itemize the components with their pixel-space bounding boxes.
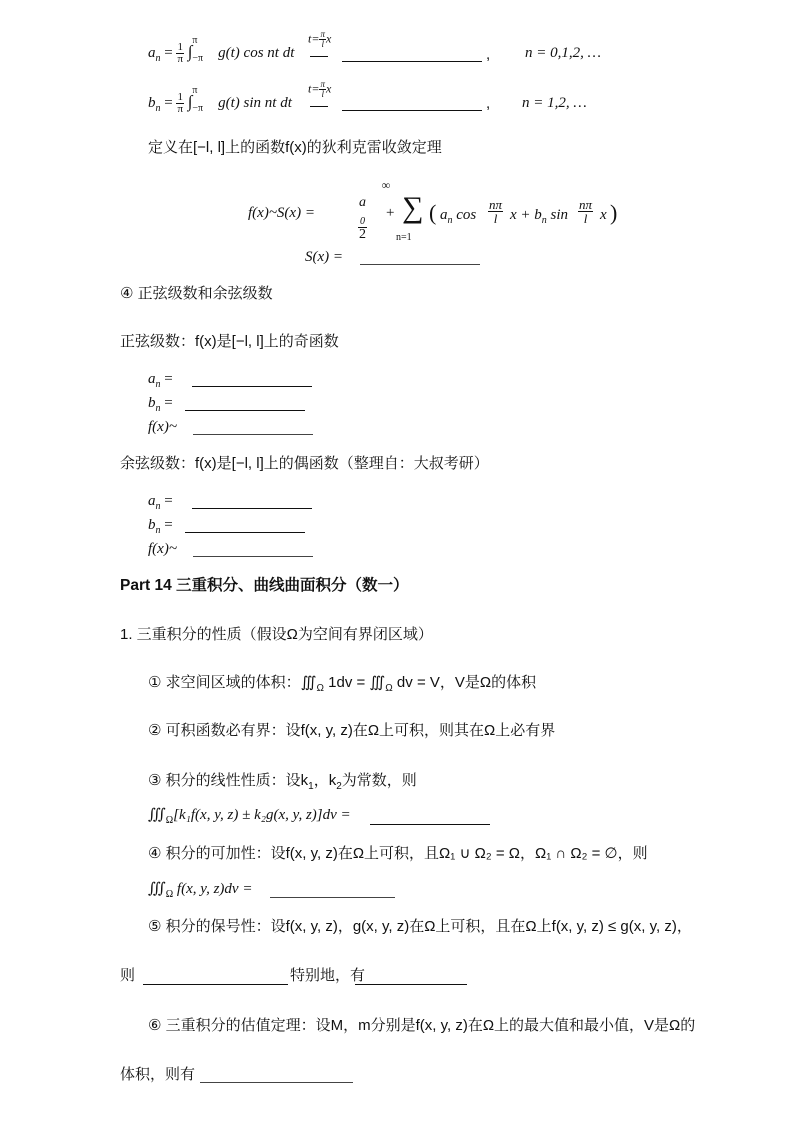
- cosine-an-blank[interactable]: [192, 508, 312, 509]
- s-answer-blank[interactable]: [360, 264, 480, 265]
- an-range: n = 0,1,2, …: [525, 45, 601, 61]
- an-answer-blank[interactable]: [342, 61, 482, 62]
- bn-substitution: t= $\frac{\pi}{l}$ x: [308, 79, 332, 99]
- an-subst-bar: [310, 56, 328, 57]
- sine-bn-label: $b_n$ =: [148, 395, 173, 414]
- additive-formula: $∭_\Omega$ f(x, y, z)dv =: [148, 881, 253, 900]
- sine-an-label: $a_n$ =: [148, 371, 173, 390]
- sine-an-blank[interactable]: [192, 386, 312, 387]
- property-bounded: ② 可积函数必有界：设f(x, y, z)在Ω上可积，则其在Ω上必有界: [148, 722, 556, 739]
- an-substitution: t= $\frac{\pi}{l}$ x: [308, 29, 332, 49]
- additive-answer-blank[interactable]: [270, 897, 395, 898]
- property-estimate: ⑥ 三重积分的估值定理：设M，m分别是f(x, y, z)在Ω上的最大值和最小值，V是Ω的: [148, 1017, 696, 1034]
- bn-answer-blank[interactable]: [342, 110, 482, 111]
- linear-formula: $∭_\Omega[k_1f(x$, y, z) ± k₂g(x, y, z)]dv =: [148, 807, 351, 826]
- item1-title: 1. 三重积分的性质（假设Ω为空间有界闭区域）: [120, 626, 433, 643]
- sine-f-blank[interactable]: [193, 434, 313, 435]
- sine-f-label: f(x)~: [148, 419, 177, 435]
- cosine-f-blank[interactable]: [193, 556, 313, 557]
- dirichlet-heading: 定义在[−l, l]上的函数f(x)的狄利克雷收敛定理: [148, 139, 442, 156]
- property-additive: ④ 积分的可加性：设f(x, y, z)在Ω上可积，且Ω₁ ∪ Ω₂ = Ω，Ω₁ ∩ Ω₂ = ∅，则: [148, 845, 648, 862]
- coef-fraction: $\frac{1}{\pi}$: [177, 41, 183, 66]
- cosine-bn-label: $b_n$ =: [148, 517, 173, 536]
- sine-series-title: 正弦级数：f(x)是[−l, l]上的奇函数: [120, 333, 339, 350]
- sign-answer-blank[interactable]: [143, 984, 288, 985]
- sign-then-label: 则: [120, 967, 136, 984]
- cosine-bn-blank[interactable]: [185, 532, 305, 533]
- linear-answer-blank[interactable]: [370, 824, 490, 825]
- cosine-f-label: f(x)~: [148, 541, 177, 557]
- property-linear: ③ 积分的线性性质：设$k_1$，$k_2$为常数，则: [148, 772, 417, 792]
- s-label: S(x) =: [305, 249, 344, 265]
- property-volume: ① 求空间区域的体积：$∭_\Omega$ $1dv = ∭_\Omega$ dv = V，V是Ω的体积: [148, 674, 537, 694]
- bn-formula: $b_n$ = $\frac{1}{\pi}$ ∫ π −π g(t) sin nt dt: [148, 85, 292, 116]
- bn-range: n = 1,2, …: [522, 95, 587, 111]
- section-sine-cosine: ④ 正弦级数和余弦级数: [120, 285, 273, 302]
- cosine-an-label: $a_n$ =: [148, 493, 173, 512]
- sine-bn-blank[interactable]: [185, 410, 305, 411]
- estimate-cont: 体积，则有: [120, 1066, 196, 1083]
- property-sign: ⑤ 积分的保号性：设f(x, y, z)，g(x, y, z)在Ω上可积，且在Ω上f(x, y, z) ≤ g(x, y, z)，: [148, 918, 692, 935]
- estimate-answer-blank[interactable]: [200, 1082, 353, 1083]
- cosine-series-title: 余弦级数：f(x)是[−l, l]上的偶函数（整理自：大叔考研）: [120, 455, 489, 472]
- sign-special-label: 特别地，有: [290, 967, 366, 984]
- an-formula: $a_n$ = $\frac{1}{\pi}$ ∫ π −π g(t) cos nt dt: [148, 35, 295, 66]
- sign-special-blank[interactable]: [355, 984, 467, 985]
- part14-title: Part 14 三重积分、曲线曲面积分（数一）: [120, 577, 409, 594]
